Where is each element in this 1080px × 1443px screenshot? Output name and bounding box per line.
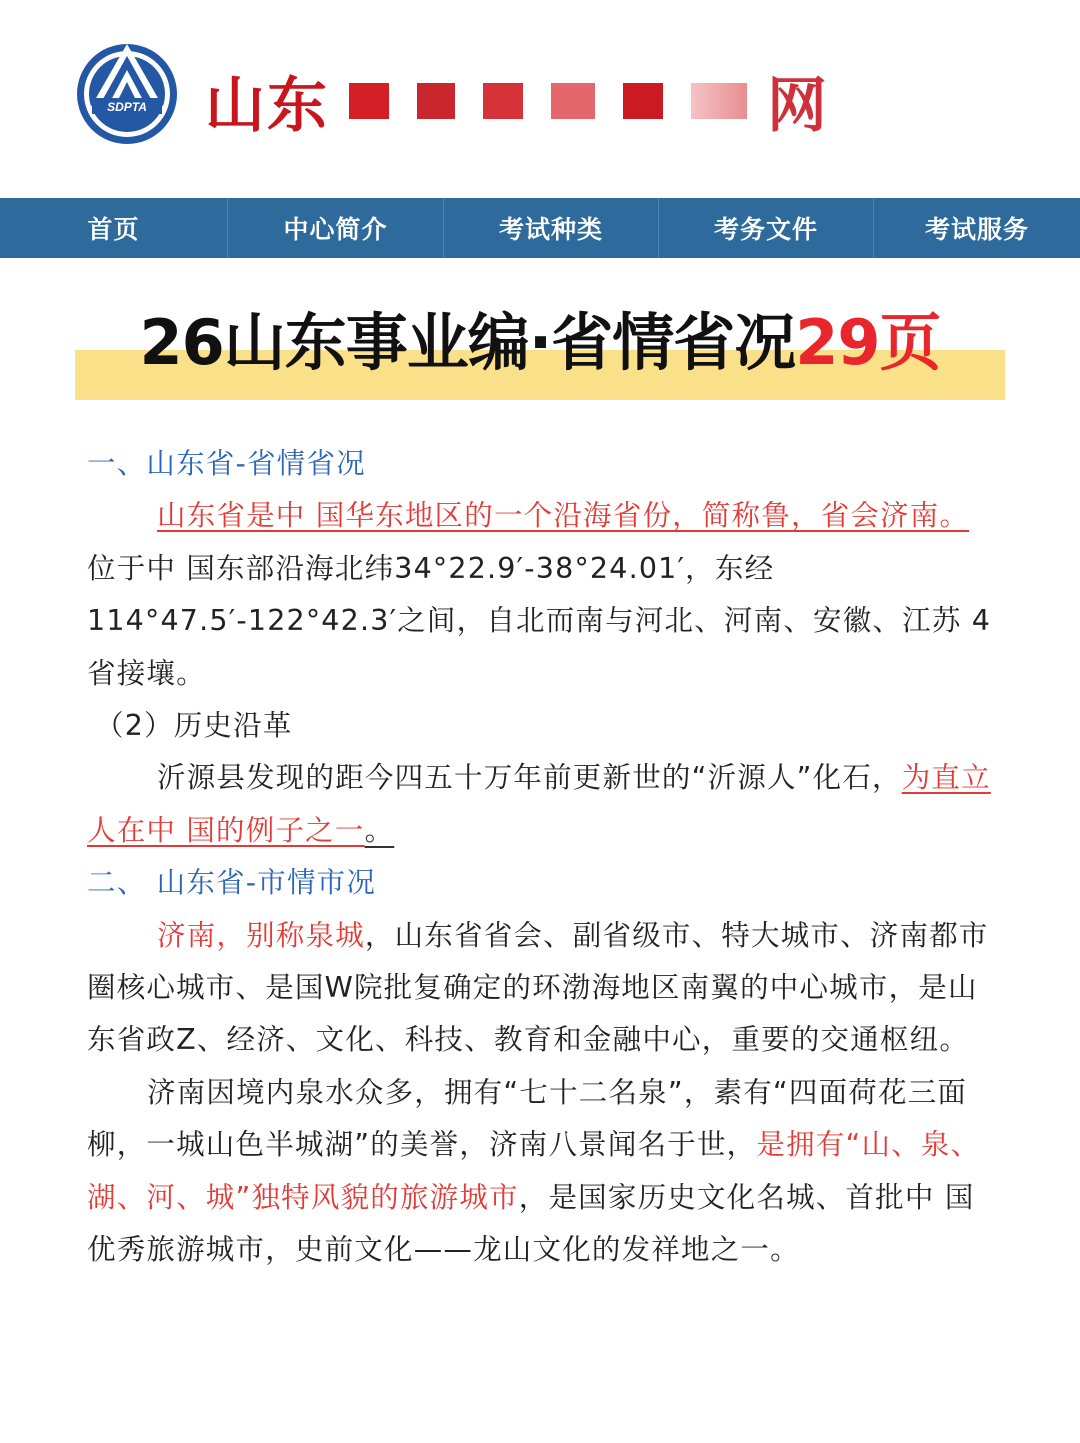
page-title-main: 26山东事业编·省情省况	[139, 306, 796, 379]
nav-item-documents[interactable]: 考务文件	[659, 198, 874, 258]
highlight-province-summary: 山东省是中 国华东地区的一个沿海省份，简称鲁，省会济南。	[157, 499, 970, 533]
site-name[interactable]	[205, 66, 829, 141]
highlight-tourism-city: 是拥有“山、泉、湖、河、城”独特风貌的旅游城市	[87, 1128, 981, 1214]
highlight-homo-erectus: 为直立人在中 国的例子之一	[87, 761, 991, 847]
paragraph-jinan-overview	[87, 910, 997, 1067]
nav-item-home[interactable]: 首页	[0, 198, 228, 258]
article-content	[87, 438, 997, 1277]
page-title-page-count: 29页	[795, 306, 941, 379]
section-heading-city: 二、 山东省-市情市况	[87, 866, 377, 900]
subheading-history: （2）历史沿革	[95, 709, 293, 743]
highlight-spring-city: 济南，别称泉城	[157, 918, 365, 952]
sdpta-logo[interactable]	[74, 38, 180, 148]
paragraph-province-location: 位于中 国东部沿海北纬34°22.9′-38°24.01′，东经114°47.5′-122°42.3′之间，自北而南与河北、河南、安徽、江苏 4 省接壤。	[87, 551, 992, 690]
paragraph-province-overview	[87, 490, 997, 700]
paragraph-jinan-springs	[87, 1067, 997, 1277]
history-text: 沂源县发现的距今四五十万年前更新世的“沂源人”化石，	[157, 761, 902, 795]
jinan-springs-text: 济南因境内泉水众多，拥有“七十二名泉”，素有“四面荷花三面柳，一城山色半城湖”的美誉，济南八景闻名于世，	[87, 1075, 968, 1162]
nav-item-about[interactable]: 中心简介	[228, 198, 444, 258]
main-nav	[0, 198, 1080, 258]
history-text-end: 。	[364, 813, 395, 847]
jinan-springs-text-end: ，是国家历史文化名城、首批中 国优秀旅游城市，史前文化——龙山文化的发祥地之一。	[87, 1180, 975, 1267]
site-name-end: 网	[767, 71, 829, 141]
paragraph-history	[87, 752, 997, 857]
page-title	[0, 300, 1080, 386]
nav-item-exam-types[interactable]: 考试种类	[444, 198, 659, 258]
logo-text: SDPTA	[107, 100, 147, 114]
jinan-overview-text: ，山东省省会、副省级市、特大城市、济南都市圈核心城市、是国W院批复确定的环渤海地区南翼的中心城市，是山东省政Z、经济、文化、科技、教育和金融中心，重要的交通枢纽。	[87, 918, 989, 1057]
nav-item-services[interactable]: 考试服务	[924, 215, 1029, 244]
section-heading-province: 一、山东省-省情省况	[87, 447, 366, 480]
obscured-site-name	[335, 83, 761, 119]
site-header	[0, 0, 1080, 198]
site-name-start: 山东	[205, 71, 329, 141]
